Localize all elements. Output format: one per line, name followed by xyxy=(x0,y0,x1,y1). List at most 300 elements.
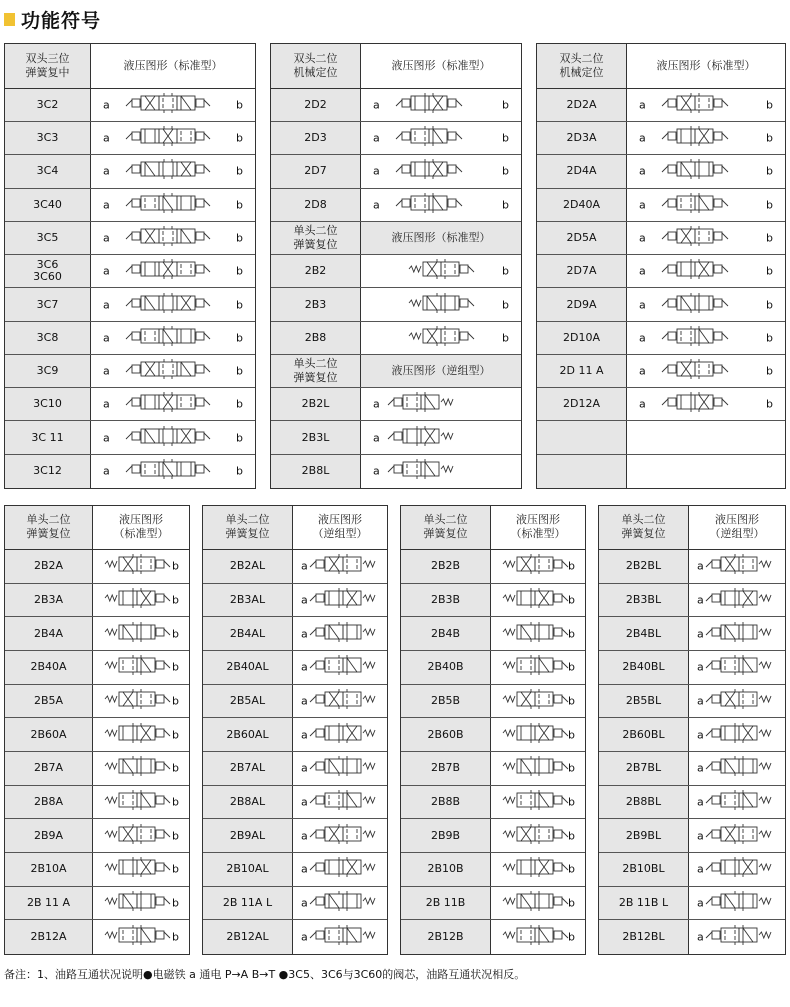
model-code: 2B8B xyxy=(401,786,491,819)
model-code: 2B40A xyxy=(5,651,93,684)
valve-symbol xyxy=(497,551,573,581)
valve-symbol xyxy=(305,585,381,615)
table-row xyxy=(401,651,585,685)
table-row xyxy=(537,355,785,388)
header-symbol-column: 液压图形（逆组型） xyxy=(361,355,521,387)
model-code: 2B40BL xyxy=(599,651,689,684)
port-b-label: b xyxy=(236,364,243,378)
valve-symbol xyxy=(305,888,381,918)
port-a-label: a xyxy=(301,559,308,573)
valve-symbol-icon xyxy=(99,753,175,779)
symbol-cell xyxy=(689,920,785,954)
valve-symbol xyxy=(657,356,733,386)
model-code: 3C4 xyxy=(5,155,91,187)
model-code: 2B 11A L xyxy=(203,887,293,920)
model-code: 2B5A xyxy=(5,685,93,718)
table-row xyxy=(271,122,521,155)
valve-symbol xyxy=(99,821,175,851)
port-b-label: b xyxy=(172,627,179,641)
port-a-label: a xyxy=(373,397,380,411)
table-row xyxy=(537,189,785,222)
table-row xyxy=(203,920,387,954)
valve-symbol xyxy=(383,456,459,486)
valve-symbol-icon xyxy=(497,652,573,678)
port-a-label: a xyxy=(697,795,704,809)
valve-symbol-icon xyxy=(121,123,215,149)
port-b-label: b xyxy=(766,164,773,178)
valve-symbol xyxy=(99,922,175,952)
valve-symbol-icon xyxy=(657,223,733,249)
table-row xyxy=(5,421,255,454)
valve-symbol xyxy=(701,585,777,615)
table-row xyxy=(401,786,585,820)
symbol-cell xyxy=(293,887,387,920)
table-row xyxy=(401,920,585,954)
port-a-label: a xyxy=(639,331,646,345)
symbol-cell xyxy=(293,617,387,650)
symbol-cell xyxy=(689,651,785,684)
table-t7 xyxy=(598,505,786,955)
empty-cell xyxy=(627,455,785,488)
symbol-cell xyxy=(91,288,255,320)
valve-symbol-icon xyxy=(99,551,175,577)
symbol-cell xyxy=(491,685,585,718)
port-b-label: b xyxy=(766,298,773,312)
valve-symbol-icon xyxy=(657,323,733,349)
table-row xyxy=(5,322,255,355)
table-row xyxy=(5,355,255,388)
valve-symbol-icon xyxy=(657,90,733,116)
empty-cell xyxy=(627,421,785,453)
valve-symbol-icon xyxy=(701,686,777,712)
symbol-cell xyxy=(491,819,585,852)
valve-symbol xyxy=(701,753,777,783)
model-code: 2B12A xyxy=(5,920,93,954)
valve-symbol-icon xyxy=(497,686,573,712)
valve-symbol xyxy=(305,753,381,783)
port-a-label: a xyxy=(103,298,110,312)
port-b-label: b xyxy=(568,660,575,674)
port-b-label: b xyxy=(568,896,575,910)
valve-symbol-icon xyxy=(701,585,777,611)
table-row xyxy=(203,853,387,887)
port-b-label: b xyxy=(502,164,509,178)
valve-symbol-icon xyxy=(657,389,733,415)
valve-symbol-icon xyxy=(701,652,777,678)
valve-symbol-icon xyxy=(391,190,467,216)
valve-symbol-icon xyxy=(305,888,381,914)
model-code: 2B3L xyxy=(271,421,361,453)
valve-symbol xyxy=(121,223,215,253)
port-b-label: b xyxy=(766,198,773,212)
port-b-label: b xyxy=(172,593,179,607)
port-a-label: a xyxy=(301,862,308,876)
sub-header-row xyxy=(271,355,521,388)
table-row xyxy=(271,455,521,488)
header-model-column: 单头二位 弹簧复位 xyxy=(401,506,491,549)
valve-symbol-icon xyxy=(497,551,573,577)
valve-symbol-icon xyxy=(497,585,573,611)
table-row xyxy=(203,617,387,651)
table-row xyxy=(537,388,785,421)
valve-symbol xyxy=(99,551,175,581)
table-row xyxy=(5,288,255,321)
valve-symbol-icon xyxy=(305,585,381,611)
valve-symbol-icon xyxy=(121,190,215,216)
header-model-column: 单头二位 弹簧复位 xyxy=(599,506,689,549)
table-row xyxy=(203,685,387,719)
valve-symbol xyxy=(701,922,777,952)
header-symbol-column: 液压图形（标准型） xyxy=(91,44,255,88)
symbol-cell xyxy=(93,752,189,785)
valve-symbol xyxy=(305,652,381,682)
table-row xyxy=(5,89,255,122)
port-b-label: b xyxy=(502,131,509,145)
model-code: 2D2 xyxy=(271,89,361,121)
table-row xyxy=(5,887,189,921)
model-code: 2B12AL xyxy=(203,920,293,954)
valve-symbol xyxy=(305,551,381,581)
empty-cell xyxy=(537,421,627,453)
model-code: 2B2B xyxy=(401,550,491,583)
valve-symbol xyxy=(497,821,573,851)
symbol-cell xyxy=(689,819,785,852)
port-b-label: b xyxy=(568,795,575,809)
title-marker xyxy=(4,13,15,26)
model-code: 2B5BL xyxy=(599,685,689,718)
model-code: 3C8 xyxy=(5,322,91,354)
port-b-label: b xyxy=(766,264,773,278)
table-row xyxy=(599,752,785,786)
valve-symbol-icon xyxy=(497,922,573,948)
port-a-label: a xyxy=(697,930,704,944)
model-code: 2B9A xyxy=(5,819,93,852)
valve-symbol-icon xyxy=(701,854,777,880)
valve-symbol xyxy=(657,156,733,186)
page-title: 功能符号 xyxy=(21,9,102,32)
symbol-cell xyxy=(491,617,585,650)
table-row xyxy=(271,288,521,321)
valve-symbol-icon xyxy=(657,156,733,182)
model-code: 2B10BL xyxy=(599,853,689,886)
table-row xyxy=(271,255,521,288)
port-b-label: b xyxy=(172,694,179,708)
port-b-label: b xyxy=(766,231,773,245)
valve-symbol xyxy=(383,389,459,419)
footnote: 备注：1、油路互通状况说明●电磁铁 a 通电 P→A B→T ●3C5、3C6与3C60的阀芯，油路互通状况相反。 xyxy=(4,968,526,981)
symbol-cell xyxy=(91,322,255,354)
port-b-label: b xyxy=(568,862,575,876)
port-a-label: a xyxy=(301,728,308,742)
valve-symbol-icon xyxy=(701,821,777,847)
valve-symbol-icon xyxy=(497,753,573,779)
section-title xyxy=(4,4,101,34)
valve-symbol xyxy=(701,821,777,851)
valve-symbol xyxy=(99,686,175,716)
port-a-label: a xyxy=(639,397,646,411)
model-code: 3C 11 xyxy=(5,421,91,453)
port-a-label: a xyxy=(103,198,110,212)
symbol-cell xyxy=(361,288,521,320)
model-code: 2D3 xyxy=(271,122,361,154)
header-row xyxy=(537,44,785,89)
valve-symbol xyxy=(497,888,573,918)
port-b-label: b xyxy=(236,397,243,411)
table-row xyxy=(203,819,387,853)
valve-symbol xyxy=(99,753,175,783)
table-row xyxy=(5,222,255,255)
table-row xyxy=(203,651,387,685)
table-row xyxy=(203,550,387,584)
port-a-label: a xyxy=(697,829,704,843)
table-row xyxy=(599,819,785,853)
symbol-cell xyxy=(91,355,255,387)
table-row xyxy=(599,685,785,719)
header-row xyxy=(203,506,387,550)
port-b-label: b xyxy=(568,694,575,708)
header-row xyxy=(5,506,189,550)
table-row xyxy=(401,584,585,618)
valve-symbol xyxy=(701,686,777,716)
valve-symbol xyxy=(497,619,573,649)
valve-symbol xyxy=(391,190,467,220)
port-b-label: b xyxy=(172,761,179,775)
port-a-label: a xyxy=(697,694,704,708)
model-code: 2B3B xyxy=(401,584,491,617)
symbol-cell xyxy=(361,255,521,287)
table-row xyxy=(203,752,387,786)
model-code: 2B7BL xyxy=(599,752,689,785)
valve-symbol-icon xyxy=(305,720,381,746)
valve-symbol-icon xyxy=(99,821,175,847)
valve-symbol-icon xyxy=(497,854,573,880)
symbol-cell xyxy=(361,388,521,420)
valve-symbol-icon xyxy=(657,290,733,316)
symbol-cell xyxy=(689,685,785,718)
valve-symbol-icon xyxy=(305,686,381,712)
table-row xyxy=(599,550,785,584)
port-a-label: a xyxy=(301,896,308,910)
valve-symbol-icon xyxy=(121,90,215,116)
table-row xyxy=(599,920,785,954)
port-b-label: b xyxy=(236,164,243,178)
model-code: 2B4BL xyxy=(599,617,689,650)
symbol-cell xyxy=(293,584,387,617)
model-code: 2B7A xyxy=(5,752,93,785)
table-row xyxy=(401,752,585,786)
model-code: 2B4A xyxy=(5,617,93,650)
model-code: 3C3 xyxy=(5,122,91,154)
symbol-cell xyxy=(93,887,189,920)
table-t5 xyxy=(202,505,388,955)
valve-symbol xyxy=(121,323,215,353)
symbol-cell xyxy=(293,685,387,718)
model-code: 2D10A xyxy=(537,322,627,354)
valve-symbol xyxy=(121,156,215,186)
symbol-cell xyxy=(91,255,255,287)
model-code: 2B 11B xyxy=(401,887,491,920)
port-b-label: b xyxy=(568,829,575,843)
model-code: 2D5A xyxy=(537,222,627,254)
model-code: 2B4AL xyxy=(203,617,293,650)
valve-symbol-icon xyxy=(497,787,573,813)
valve-symbol xyxy=(657,323,733,353)
valve-symbol xyxy=(497,787,573,817)
port-b-label: b xyxy=(502,98,509,112)
valve-symbol-icon xyxy=(701,753,777,779)
port-b-label: b xyxy=(172,728,179,742)
table-row xyxy=(5,651,189,685)
port-b-label: b xyxy=(236,264,243,278)
valve-symbol-icon xyxy=(99,854,175,880)
valve-symbol xyxy=(403,323,479,353)
model-code: 2B40B xyxy=(401,651,491,684)
table-row xyxy=(537,155,785,188)
valve-symbol-icon xyxy=(657,190,733,216)
valve-symbol xyxy=(99,888,175,918)
valve-symbol-icon xyxy=(99,619,175,645)
symbol-cell xyxy=(91,455,255,488)
valve-symbol-icon xyxy=(121,223,215,249)
header-model-column: 双头二位 机械定位 xyxy=(537,44,627,88)
valve-symbol xyxy=(99,720,175,750)
table-row xyxy=(203,887,387,921)
symbol-cell xyxy=(491,920,585,954)
symbol-cell xyxy=(491,786,585,819)
port-a-label: a xyxy=(697,627,704,641)
table-row xyxy=(599,718,785,752)
valve-symbol-icon xyxy=(305,854,381,880)
port-a-label: a xyxy=(301,593,308,607)
port-a-label: a xyxy=(373,431,380,445)
valve-symbol-icon xyxy=(121,323,215,349)
model-code: 2B2AL xyxy=(203,550,293,583)
table-row xyxy=(5,255,255,288)
port-b-label: b xyxy=(172,660,179,674)
port-b-label: b xyxy=(568,930,575,944)
port-b-label: b xyxy=(766,98,773,112)
port-b-label: b xyxy=(172,829,179,843)
valve-symbol-icon xyxy=(701,888,777,914)
valve-symbol xyxy=(497,854,573,884)
port-b-label: b xyxy=(766,364,773,378)
table-row xyxy=(271,89,521,122)
valve-symbol-icon xyxy=(383,389,459,415)
symbol-cell xyxy=(93,920,189,954)
valve-symbol xyxy=(391,123,467,153)
valve-symbol xyxy=(657,256,733,286)
symbol-cell xyxy=(93,651,189,684)
valve-symbol-icon xyxy=(99,652,175,678)
header-symbol-column: 液压图形 （标准型） xyxy=(93,506,189,549)
valve-symbol-icon xyxy=(121,423,215,449)
table-row xyxy=(401,853,585,887)
valve-symbol xyxy=(305,854,381,884)
port-b-label: b xyxy=(502,298,509,312)
port-a-label: a xyxy=(697,559,704,573)
valve-symbol xyxy=(657,90,733,120)
valve-symbol xyxy=(99,619,175,649)
table-row xyxy=(5,786,189,820)
symbol-cell xyxy=(627,222,785,254)
table-row xyxy=(537,322,785,355)
port-b-label: b xyxy=(236,231,243,245)
table-row xyxy=(5,752,189,786)
port-b-label: b xyxy=(766,331,773,345)
port-a-label: a xyxy=(697,862,704,876)
symbol-cell xyxy=(293,853,387,886)
valve-symbol xyxy=(701,619,777,649)
header-model-column: 单头二位 弹簧复位 xyxy=(5,506,93,549)
symbol-cell xyxy=(293,718,387,751)
port-b-label: b xyxy=(502,264,509,278)
symbol-cell xyxy=(91,189,255,221)
symbol-cell xyxy=(91,388,255,420)
model-code: 2B40AL xyxy=(203,651,293,684)
header-model-column: 单头二位 弹簧复位 xyxy=(271,222,361,254)
model-code: 2B12B xyxy=(401,920,491,954)
model-code: 3C6 3C60 xyxy=(5,255,91,287)
table-row xyxy=(537,89,785,122)
valve-symbol xyxy=(121,190,215,220)
symbol-cell xyxy=(91,89,255,121)
model-code: 2B60BL xyxy=(599,718,689,751)
valve-symbol xyxy=(121,290,215,320)
valve-symbol-icon xyxy=(657,256,733,282)
port-b-label: b xyxy=(568,559,575,573)
valve-symbol xyxy=(497,720,573,750)
port-a-label: a xyxy=(103,231,110,245)
symbol-cell xyxy=(361,122,521,154)
table-row xyxy=(203,718,387,752)
port-a-label: a xyxy=(639,264,646,278)
model-code: 2D12A xyxy=(537,388,627,420)
model-code: 2B9B xyxy=(401,819,491,852)
symbol-cell xyxy=(627,255,785,287)
table-row xyxy=(203,786,387,820)
table-row xyxy=(401,718,585,752)
port-a-label: a xyxy=(639,364,646,378)
valve-symbol-icon xyxy=(391,123,467,149)
port-a-label: a xyxy=(103,464,110,478)
port-a-label: a xyxy=(373,198,380,212)
header-model-column: 双头三位 弹簧复中 xyxy=(5,44,91,88)
port-b-label: b xyxy=(766,131,773,145)
table-row xyxy=(401,550,585,584)
symbol-cell xyxy=(491,718,585,751)
valve-symbol xyxy=(701,854,777,884)
header-model-column: 双头二位 机械定位 xyxy=(271,44,361,88)
symbol-cell xyxy=(627,355,785,387)
table-row xyxy=(5,455,255,488)
valve-symbol xyxy=(99,585,175,615)
model-code: 2B8AL xyxy=(203,786,293,819)
symbol-cell xyxy=(361,189,521,221)
port-a-label: a xyxy=(373,131,380,145)
port-a-label: a xyxy=(103,397,110,411)
model-code: 3C9 xyxy=(5,355,91,387)
table-row xyxy=(599,786,785,820)
valve-symbol xyxy=(391,90,467,120)
port-b-label: b xyxy=(236,431,243,445)
symbol-cell xyxy=(627,322,785,354)
table-row xyxy=(5,819,189,853)
symbol-cell xyxy=(491,752,585,785)
port-a-label: a xyxy=(697,593,704,607)
symbol-cell xyxy=(627,122,785,154)
port-a-label: a xyxy=(697,728,704,742)
table-row xyxy=(537,255,785,288)
